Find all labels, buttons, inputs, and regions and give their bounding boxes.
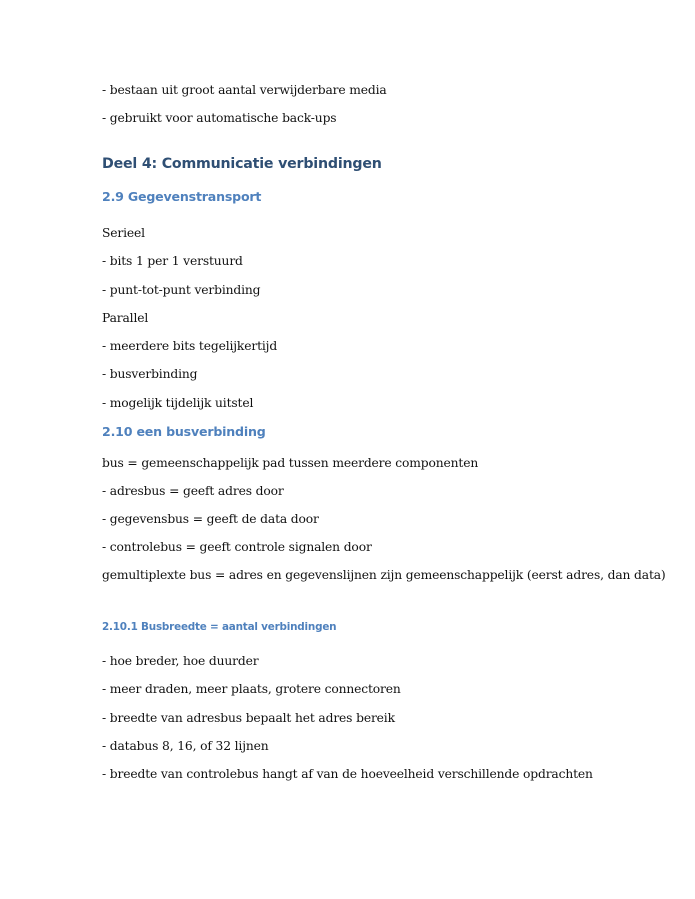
list-item: - busverbinding (102, 367, 198, 381)
list-item: - meerdere bits tegelijkertijd (102, 339, 278, 353)
text-line: Parallel (102, 311, 149, 325)
text-line: gemultiplexte bus = adres en gegevenslijnen zijn gemeenschappelijk (eerst adres, dan data) (102, 568, 666, 582)
list-item: - bits 1 per 1 verstuurd (102, 254, 243, 268)
list-item: - breedte van adresbus bepaalt het adres bereik (102, 711, 395, 725)
part-heading: Deel 4: Communicatie verbindingen (102, 156, 382, 172)
list-item: - breedte van controlebus hangt af van de hoeveelheid verschillende opdrachten (102, 767, 593, 781)
text-line: Serieel (102, 226, 145, 240)
list-item: - mogelijk tijdelijk uitstel (102, 396, 254, 410)
list-item: - controlebus = geeft controle signalen door (102, 540, 372, 554)
list-item: - hoe breder, hoe duurder (102, 654, 259, 668)
section-heading: 2.9 Gegevenstransport (102, 189, 262, 204)
list-item: - gegevensbus = geeft de data door (102, 512, 319, 526)
list-item: - punt-tot-punt verbinding (102, 283, 261, 297)
text-line: - bestaan uit groot aantal verwijderbare media (102, 83, 387, 97)
subsection-heading: 2.10.1 Busbreedte = aantal verbindingen (102, 621, 337, 633)
list-item: - meer draden, meer plaats, grotere connectoren (102, 682, 401, 696)
section-heading: 2.10 een busverbinding (102, 424, 266, 439)
text-line: bus = gemeenschappelijk pad tussen meerdere componenten (102, 456, 479, 470)
list-item: - adresbus = geeft adres door (102, 484, 284, 498)
text-line: - gebruikt voor automatische back-ups (102, 111, 337, 125)
list-item: - databus 8, 16, of 32 lijnen (102, 739, 269, 753)
